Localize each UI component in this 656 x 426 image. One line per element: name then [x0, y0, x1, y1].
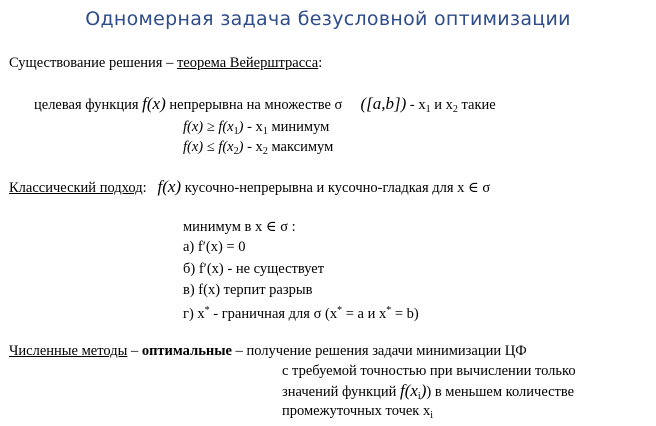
classic-colon: : [142, 180, 147, 196]
existence-dash: – [162, 55, 177, 71]
classic-label: Классический подход [9, 180, 143, 196]
numeric-dash: – [127, 343, 142, 359]
ineq-min-word: минимум [267, 119, 330, 135]
ineq-max-rhs: ) [238, 139, 244, 155]
target-and: и x [430, 97, 453, 113]
numeric-line4-pre: промежуточных точек x [282, 403, 431, 419]
star-3: * [386, 305, 392, 316]
ineq-min-lhs: f(x) ≥ f(x [183, 119, 234, 135]
weierstrass-theorem: теорема Вейерштрасса [176, 55, 319, 71]
optimal-bold: оптимальные [141, 343, 232, 359]
classic-text: кусочно-непрерывна и кусочно-гладкая для x ∈ σ [181, 180, 491, 196]
x2-subscript: 2 [452, 104, 458, 115]
interval-ab: ([a,b]) [360, 94, 407, 113]
numeric-line2: с требуемой точностью при вычислении только [282, 363, 576, 379]
target-tail2: такие [457, 97, 496, 113]
target-prefix: целевая функция [34, 97, 143, 113]
classic-heading [9, 177, 490, 198]
numeric-line4 [282, 401, 433, 426]
case-b: б) f′(x) - не существует [183, 261, 325, 277]
case-a: а) f′(x) = 0 [183, 239, 246, 255]
numeric-fx: f(x [399, 381, 418, 400]
numeric-line3: значений функций $f(x_i)$) в меньшем количестве [282, 381, 575, 402]
x1-subscript: 1 [425, 104, 431, 115]
numeric-line1: – получение решения задачи минимизации ЦФ [231, 343, 527, 359]
case-g [183, 301, 419, 324]
existence-label: Существование решения [9, 55, 163, 71]
ineq-max-word: максимум [267, 139, 334, 155]
ineq-max-dash: - x [243, 139, 263, 155]
numeric-fx-sub: i [417, 391, 421, 402]
ineq-max-sub2: 2 [262, 146, 268, 157]
ineq-min-sub2: 1 [262, 126, 268, 137]
numeric-line4-sub: i [430, 410, 434, 421]
ineq-max-lhs: f(x) ≤ f(x [183, 139, 234, 155]
numeric-heading [9, 341, 527, 361]
numeric-line3-pre: значений функций [282, 384, 400, 400]
star-2: * [337, 305, 343, 316]
case-g-end: = b) [391, 306, 419, 322]
numeric-line3-post: ) в меньшем количестве [426, 384, 575, 400]
page-title: Одномерная задача безусловной оптимизации [85, 8, 571, 30]
case-v: в) f(x) терпит разрыв [183, 282, 313, 298]
classic-fx: f(x) [157, 177, 182, 196]
case-g-mid2: = a и x [342, 306, 387, 322]
existence-heading [9, 53, 322, 73]
star-1: * [204, 305, 210, 316]
case-g-mid: - граничная для σ (x [209, 306, 338, 322]
ineq-max-sub: 2 [233, 146, 239, 157]
fx-symbol: f(x) [142, 94, 166, 113]
existence-colon: : [318, 55, 323, 71]
ineq-min-dash: - x [243, 119, 263, 135]
case-g-pre: г) x [183, 306, 205, 322]
target-tail1: - x [406, 97, 426, 113]
ineq-min-sub: 1 [233, 126, 239, 137]
numeric-label: Численные методы [9, 343, 128, 359]
ineq-min-rhs: ) [238, 119, 244, 135]
inequality-max [183, 137, 333, 162]
minimum-in-sigma: минимум в x ∈ σ : [183, 219, 296, 235]
target-mid: непрерывна на множестве σ [165, 97, 343, 113]
